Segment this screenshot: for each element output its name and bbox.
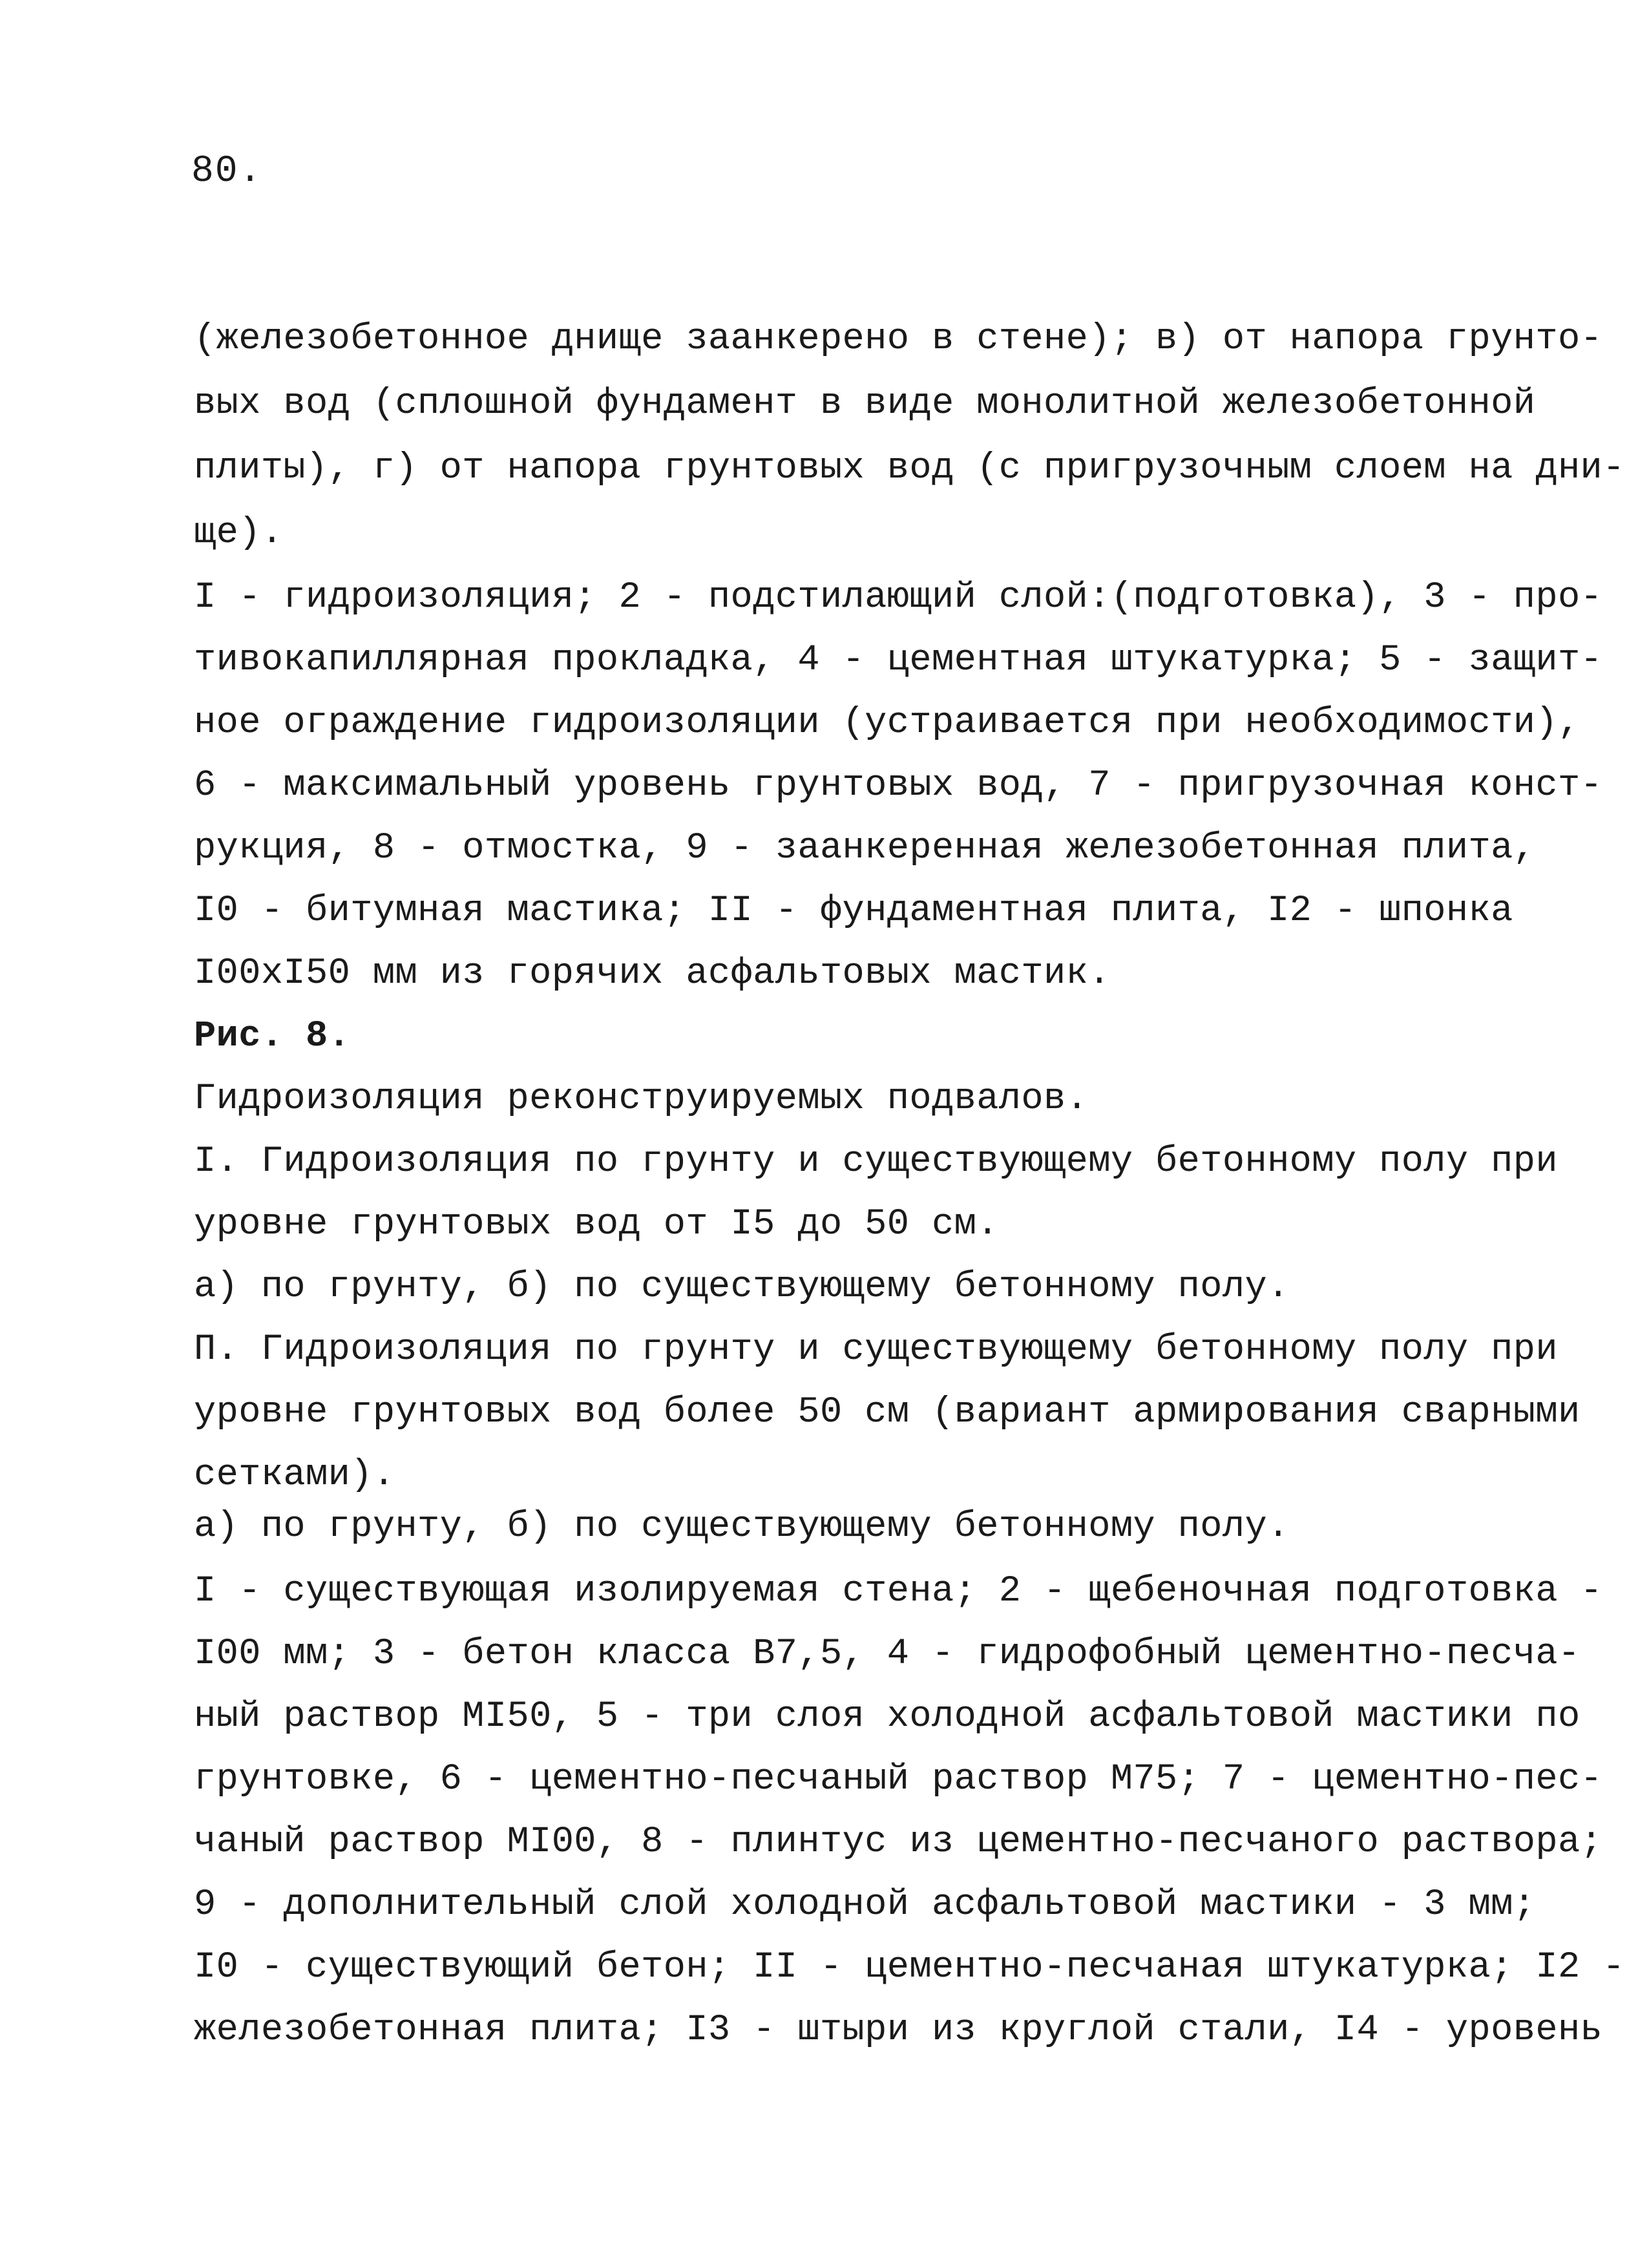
text-line: плиты), г) от напора грунтовых вод (с пригрузочным слоем на дни- (194, 448, 1625, 489)
text-line: вых вод (сплошной фундамент в виде монолитной железобетонной (194, 383, 1536, 425)
text-line: сетками). (194, 1454, 395, 1496)
text-line: I - существующая изолируемая стена; 2 - щебеночная подготовка - (194, 1571, 1603, 1612)
text-line: I00xI50 мм из горячих асфальтовых мастик. (194, 953, 1111, 994)
text-line: ный раствор МI50, 5 - три слоя холодной асфальтовой мастики по (194, 1696, 1581, 1738)
text-line: грунтовке, 6 - цементно-песчаный раствор М75; 7 - цементно-пес- (194, 1759, 1603, 1800)
text-line: ное ограждение гидроизоляции (устраивается при необходимости), (194, 702, 1581, 744)
text-line: а) по грунту, б) по существующему бетонному полу. (194, 1266, 1290, 1308)
figure-caption: Рис. 8. (194, 1016, 351, 1057)
text-line: (железобетонное днище заанкерено в стене); в) от напора грунто- (194, 319, 1603, 360)
text-line: уровне грунтовых вод более 50 см (вариант армирования сварными (194, 1392, 1581, 1433)
text-line: уровне грунтовых вод от I5 до 50 см. (194, 1204, 999, 1245)
text-line: рукция, 8 - отмостка, 9 - заанкеренная железобетонная плита, (194, 828, 1536, 869)
page-number: 80. (191, 151, 263, 193)
text-line: тивокапиллярная прокладка, 4 - цементная штукатурка; 5 - защит- (194, 640, 1603, 681)
text-line: I - гидроизоляция; 2 - подстилающий слой:(подготовка), 3 - про- (194, 577, 1603, 618)
text-line: чаный раствор МI00, 8 - плинтус из цементно-песчаного раствора; (194, 1822, 1603, 1863)
text-line: П. Гидроизоляция по грунту и существующему бетонному полу при (194, 1329, 1558, 1370)
text-line: ще). (194, 512, 284, 554)
text-line: I. Гидроизоляция по грунту и существующему бетонному полу при (194, 1141, 1558, 1182)
text-line: 9 - дополнительный слой холодной асфальтовой мастики - 3 мм; (194, 1884, 1536, 1926)
text-line: I0 - битумная мастика; II - фундаментная плита, I2 - шпонка (194, 890, 1513, 932)
text-line: 6 - максимальный уровень грунтовых вод, 7 - пригрузочная конст- (194, 765, 1603, 806)
text-line: а) по грунту, б) по существующему бетонному полу. (194, 1506, 1290, 1548)
text-line: железобетонная плита; I3 - штыри из круглой стали, I4 - уровень (194, 2010, 1603, 2051)
text-line: I0 - существующий бетон; II - цементно-песчаная штукатурка; I2 - (194, 1947, 1625, 1988)
text-line: I00 мм; 3 - бетон класса В7,5, 4 - гидрофобный цементно-песча- (194, 1633, 1581, 1675)
section-heading: Гидроизоляция реконструируемых подвалов. (194, 1078, 1089, 1120)
